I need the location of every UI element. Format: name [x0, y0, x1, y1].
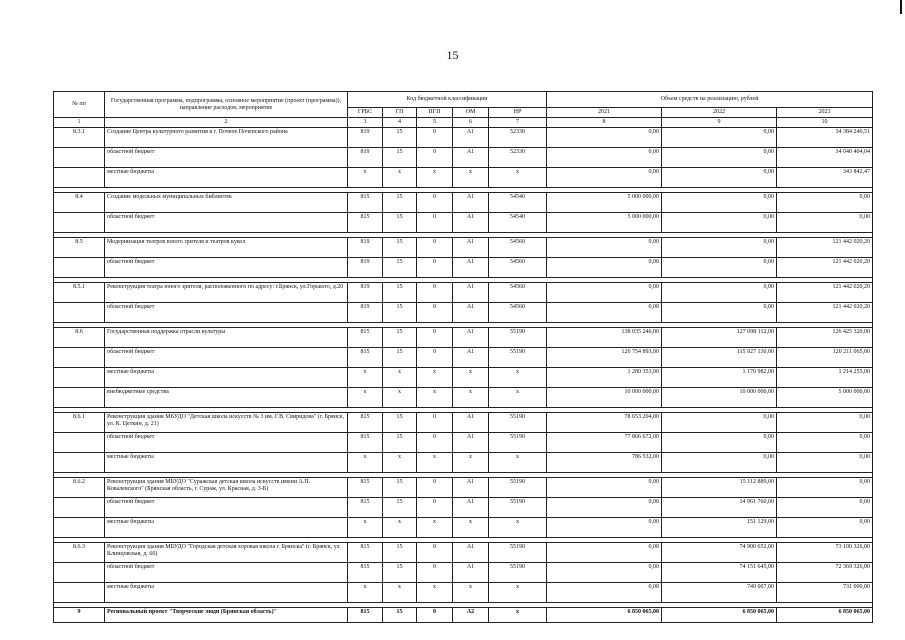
- column-index: 10: [777, 118, 873, 128]
- cell-nr: 55190: [489, 477, 547, 497]
- cell-amount-2021: 0,00: [547, 237, 662, 257]
- row-number: [54, 147, 105, 167]
- cell-om: A1: [453, 212, 489, 232]
- cell-amount-2022: 127 098 112,00: [662, 327, 777, 347]
- budget-table: [53, 91, 873, 623]
- cell-grbs: 815: [348, 412, 383, 432]
- table-row: [54, 562, 873, 582]
- cell-nr: 55190: [489, 562, 547, 582]
- cell-om: A1: [453, 497, 489, 517]
- cell-grbs: 815: [348, 432, 383, 452]
- row-number: 8.5: [54, 237, 105, 257]
- cell-om: A1: [453, 127, 489, 147]
- cell-amount-2022: 10 000 000,00: [662, 387, 777, 407]
- row-name: Реконструкция здания МБУДО "Городская детская хоровая школа г. Брянска" (г. Брянск, ул. Клинцовская, д. 60): [105, 542, 348, 562]
- cell-gp: 15: [383, 192, 417, 212]
- column-index: 6: [453, 118, 489, 128]
- cell-om: x: [453, 167, 489, 187]
- cell-grbs: 819: [348, 302, 383, 322]
- row-number: 9: [54, 607, 105, 622]
- row-number: 8.6.3: [54, 542, 105, 562]
- cell-om: x: [453, 367, 489, 387]
- cell-ppgp: 0: [417, 147, 453, 167]
- cell-grbs: 819: [348, 257, 383, 277]
- row-name: Создание модельных муниципальных библиотек: [105, 192, 348, 212]
- cell-amount-2023: 121 442 020,20: [777, 282, 873, 302]
- cell-grbs: 815: [348, 542, 383, 562]
- row-name: местные бюджеты: [105, 367, 348, 387]
- cell-gp: 15: [383, 497, 417, 517]
- column-index-row: [54, 118, 873, 128]
- cell-gp: 15: [383, 607, 417, 622]
- cell-grbs: x: [348, 517, 383, 537]
- cell-ppgp: 0: [417, 127, 453, 147]
- cell-gp: x: [383, 367, 417, 387]
- cell-amount-2021: 0,00: [547, 302, 662, 322]
- cell-amount-2023: 126 425 320,00: [777, 327, 873, 347]
- cell-amount-2022: 0,00: [662, 432, 777, 452]
- table-row: [54, 282, 873, 302]
- row-number: [54, 212, 105, 232]
- cell-amount-2023: 731 000,00: [777, 582, 873, 602]
- cell-amount-2021: 138 035 246,00: [547, 327, 662, 347]
- cell-nr: x: [489, 387, 547, 407]
- table-row: [54, 517, 873, 537]
- cell-amount-2022: 0,00: [662, 452, 777, 472]
- table-row: [54, 497, 873, 517]
- cell-amount-2021: 78 653 204,00: [547, 412, 662, 432]
- cell-nr: 54540: [489, 212, 547, 232]
- cell-amount-2022: 0,00: [662, 257, 777, 277]
- cell-amount-2023: 0,00: [777, 452, 873, 472]
- cell-amount-2021: 77 866 672,00: [547, 432, 662, 452]
- column-index: 8: [547, 118, 662, 128]
- cell-amount-2021: 0,00: [547, 497, 662, 517]
- header-gp: ГП: [383, 108, 417, 118]
- header-kbk-group: Код бюджетной классификации: [348, 92, 547, 108]
- cell-amount-2023: 5 000 000,00: [777, 387, 873, 407]
- row-name: областной бюджет: [105, 212, 348, 232]
- table-row: [54, 327, 873, 347]
- cell-amount-2022: 749 007,00: [662, 582, 777, 602]
- table-row: [54, 367, 873, 387]
- row-number: [54, 497, 105, 517]
- cell-ppgp: x: [417, 387, 453, 407]
- cell-gp: 15: [383, 412, 417, 432]
- column-index: 2: [105, 118, 348, 128]
- cell-amount-2022: 0,00: [662, 212, 777, 232]
- header-om: ОМ: [453, 108, 489, 118]
- cell-ppgp: 0: [417, 282, 453, 302]
- cell-grbs: x: [348, 387, 383, 407]
- cell-amount-2023: 1 214 255,00: [777, 367, 873, 387]
- cell-amount-2023: 0,00: [777, 192, 873, 212]
- column-index: 4: [383, 118, 417, 128]
- column-index: 5: [417, 118, 453, 128]
- cell-nr: 55190: [489, 412, 547, 432]
- cell-nr: 55190: [489, 347, 547, 367]
- header-nr: НР: [489, 108, 547, 118]
- cell-amount-2022: 0,00: [662, 302, 777, 322]
- cell-amount-2021: 5 000 000,00: [547, 192, 662, 212]
- cell-amount-2023: 0,00: [777, 412, 873, 432]
- table-row: [54, 237, 873, 257]
- cell-ppgp: 0: [417, 412, 453, 432]
- cell-gp: x: [383, 582, 417, 602]
- cell-amount-2022: 0,00: [662, 127, 777, 147]
- cell-gp: 15: [383, 302, 417, 322]
- cell-om: A1: [453, 412, 489, 432]
- cell-nr: x: [489, 582, 547, 602]
- cell-gp: 15: [383, 257, 417, 277]
- cell-amount-2021: 0,00: [547, 147, 662, 167]
- cell-gp: 15: [383, 282, 417, 302]
- cell-nr: x: [489, 367, 547, 387]
- cell-ppgp: 0: [417, 542, 453, 562]
- cell-ppgp: x: [417, 167, 453, 187]
- cell-gp: 15: [383, 562, 417, 582]
- row-number: 8.6.2: [54, 477, 105, 497]
- column-index: 3: [348, 118, 383, 128]
- cell-gp: 15: [383, 347, 417, 367]
- cell-amount-2023: 121 442 020,20: [777, 302, 873, 322]
- table-row: [54, 542, 873, 562]
- cell-grbs: 819: [348, 147, 383, 167]
- row-number: [54, 562, 105, 582]
- table-row: [54, 302, 873, 322]
- cell-grbs: 815: [348, 477, 383, 497]
- cell-gp: 15: [383, 212, 417, 232]
- row-number: [54, 387, 105, 407]
- row-name: Модернизация театров юного зрителя и театров кукол: [105, 237, 348, 257]
- cell-amount-2022: 0,00: [662, 412, 777, 432]
- cell-ppgp: x: [417, 452, 453, 472]
- row-number: 8.6: [54, 327, 105, 347]
- row-number: [54, 257, 105, 277]
- cell-amount-2023: 0,00: [777, 432, 873, 452]
- cell-ppgp: 0: [417, 347, 453, 367]
- cell-nr: 55190: [489, 432, 547, 452]
- row-number: [54, 347, 105, 367]
- cell-grbs: x: [348, 167, 383, 187]
- row-name: внебюджетные средства: [105, 387, 348, 407]
- cell-amount-2021: 786 532,00: [547, 452, 662, 472]
- row-name: Региональный проект "Творческие люди (Брянская область)": [105, 607, 348, 622]
- row-name: местные бюджеты: [105, 582, 348, 602]
- row-number: [54, 367, 105, 387]
- cell-nr: 54560: [489, 282, 547, 302]
- cell-nr: 54560: [489, 302, 547, 322]
- cell-amount-2023: 0,00: [777, 497, 873, 517]
- cell-amount-2023: 0,00: [777, 212, 873, 232]
- cell-gp: x: [383, 167, 417, 187]
- cell-nr: 54560: [489, 257, 547, 277]
- page-edge-mark: [900, 0, 902, 14]
- cell-om: x: [453, 582, 489, 602]
- page-number: 15: [446, 48, 459, 62]
- cell-nr: 55190: [489, 497, 547, 517]
- row-number: [54, 452, 105, 472]
- cell-ppgp: 0: [417, 432, 453, 452]
- column-index: 1: [54, 118, 105, 128]
- cell-amount-2021: 1 280 353,00: [547, 367, 662, 387]
- header-2023: 2023: [777, 108, 873, 118]
- cell-gp: x: [383, 387, 417, 407]
- cell-om: A1: [453, 347, 489, 367]
- row-number: [54, 582, 105, 602]
- cell-nr: x: [489, 452, 547, 472]
- column-index: 9: [662, 118, 777, 128]
- row-name: областной бюджет: [105, 497, 348, 517]
- table-row: [54, 192, 873, 212]
- table-row: [54, 387, 873, 407]
- cell-amount-2023: 120 211 065,00: [777, 347, 873, 367]
- column-index: 7: [489, 118, 547, 128]
- cell-nr: x: [489, 607, 547, 622]
- cell-ppgp: x: [417, 517, 453, 537]
- cell-amount-2022: 14 961 760,00: [662, 497, 777, 517]
- cell-om: A1: [453, 327, 489, 347]
- cell-ppgp: 0: [417, 562, 453, 582]
- cell-om: A1: [453, 237, 489, 257]
- cell-om: A1: [453, 147, 489, 167]
- cell-ppgp: 0: [417, 302, 453, 322]
- cell-ppgp: 0: [417, 497, 453, 517]
- cell-nr: 54540: [489, 192, 547, 212]
- row-name: областной бюджет: [105, 257, 348, 277]
- header-name: Государственная программа, подпрограмма, основное мероприятие (проект (программа)), направление расходов, мероприятие: [105, 92, 348, 118]
- cell-amount-2021: 0,00: [547, 282, 662, 302]
- cell-ppgp: 0: [417, 237, 453, 257]
- cell-grbs: 815: [348, 212, 383, 232]
- table-row: [54, 412, 873, 432]
- row-name: местные бюджеты: [105, 517, 348, 537]
- cell-amount-2021: 6 850 065,00: [547, 607, 662, 622]
- cell-gp: 15: [383, 327, 417, 347]
- cell-gp: 15: [383, 127, 417, 147]
- cell-amount-2021: 0,00: [547, 517, 662, 537]
- cell-grbs: x: [348, 582, 383, 602]
- cell-om: x: [453, 387, 489, 407]
- table-row: [54, 212, 873, 232]
- table-row: [54, 477, 873, 497]
- cell-ppgp: 0: [417, 257, 453, 277]
- row-number: 8.6.1: [54, 412, 105, 432]
- cell-amount-2022: 0,00: [662, 282, 777, 302]
- cell-om: A1: [453, 282, 489, 302]
- cell-amount-2023: 34 384 246,51: [777, 127, 873, 147]
- row-name: Реконструкция здания МБУДО "Детская школа искусств № 3 им. Г.В. Свиридова" (г. Брянск, ул. К. Цеткин, д. 21): [105, 412, 348, 432]
- cell-gp: 15: [383, 147, 417, 167]
- cell-amount-2023: 6 850 065,00: [777, 607, 873, 622]
- row-number: 8.4: [54, 192, 105, 212]
- cell-amount-2021: 5 000 000,00: [547, 212, 662, 232]
- row-number: [54, 432, 105, 452]
- cell-ppgp: x: [417, 582, 453, 602]
- cell-amount-2023: 34 040 404,04: [777, 147, 873, 167]
- cell-amount-2021: 0,00: [547, 257, 662, 277]
- cell-amount-2022: 115 927 130,00: [662, 347, 777, 367]
- cell-amount-2022: 74 151 645,00: [662, 562, 777, 582]
- cell-ppgp: 0: [417, 607, 453, 622]
- row-name: областной бюджет: [105, 432, 348, 452]
- header-2022: 2022: [662, 108, 777, 118]
- row-name: Создание Центра культурного развития в г. Почепе Почепского района: [105, 127, 348, 147]
- row-name: Государственная поддержка отрасли культуры: [105, 327, 348, 347]
- table-row: [54, 452, 873, 472]
- header-amount-group: Объем средств на реализацию, рублей: [547, 92, 873, 108]
- cell-gp: x: [383, 452, 417, 472]
- header-ppgp: ПГП: [417, 108, 453, 118]
- cell-om: A1: [453, 562, 489, 582]
- cell-grbs: 815: [348, 562, 383, 582]
- row-number: 8.3.1: [54, 127, 105, 147]
- cell-amount-2022: 151 129,00: [662, 517, 777, 537]
- row-number: [54, 167, 105, 187]
- cell-nr: 54560: [489, 237, 547, 257]
- cell-grbs: 815: [348, 192, 383, 212]
- row-number: [54, 517, 105, 537]
- cell-amount-2022: 0,00: [662, 167, 777, 187]
- cell-nr: 55190: [489, 542, 547, 562]
- cell-amount-2022: 1 170 982,00: [662, 367, 777, 387]
- cell-amount-2022: 0,00: [662, 147, 777, 167]
- row-name: областной бюджет: [105, 562, 348, 582]
- cell-amount-2021: 126 754 893,00: [547, 347, 662, 367]
- cell-amount-2022: 0,00: [662, 237, 777, 257]
- table-row: [54, 167, 873, 187]
- cell-grbs: 815: [348, 607, 383, 622]
- cell-grbs: 815: [348, 327, 383, 347]
- cell-gp: x: [383, 517, 417, 537]
- cell-nr: 52330: [489, 147, 547, 167]
- row-number: [54, 302, 105, 322]
- cell-om: A1: [453, 432, 489, 452]
- cell-ppgp: 0: [417, 477, 453, 497]
- cell-om: A1: [453, 477, 489, 497]
- cell-ppgp: 0: [417, 327, 453, 347]
- cell-gp: 15: [383, 237, 417, 257]
- table-row: [54, 432, 873, 452]
- table-row: [54, 147, 873, 167]
- cell-nr: 52330: [489, 127, 547, 147]
- cell-grbs: x: [348, 367, 383, 387]
- cell-amount-2021: 0,00: [547, 477, 662, 497]
- cell-amount-2023: 343 842,47: [777, 167, 873, 187]
- cell-grbs: 819: [348, 282, 383, 302]
- row-name: Реконструкция здания МБУДО "Суражская детская школа искусств имени А.П. Ковалевского" (Брянская область, г. Сураж, ул. Красная, д. 3-Б): [105, 477, 348, 497]
- cell-ppgp: 0: [417, 192, 453, 212]
- cell-gp: 15: [383, 477, 417, 497]
- cell-om: A1: [453, 257, 489, 277]
- row-name: местные бюджеты: [105, 452, 348, 472]
- cell-grbs: 815: [348, 497, 383, 517]
- table-row: [54, 582, 873, 602]
- cell-amount-2023: 121 442 020,20: [777, 257, 873, 277]
- cell-amount-2023: 72 369 326,00: [777, 562, 873, 582]
- cell-om: A2: [453, 607, 489, 622]
- cell-grbs: 819: [348, 127, 383, 147]
- table-row: [54, 347, 873, 367]
- cell-grbs: 815: [348, 347, 383, 367]
- cell-amount-2023: 0,00: [777, 477, 873, 497]
- cell-ppgp: 0: [417, 212, 453, 232]
- row-name: областной бюджет: [105, 302, 348, 322]
- cell-gp: 15: [383, 432, 417, 452]
- row-name: областной бюджет: [105, 147, 348, 167]
- cell-amount-2021: 0,00: [547, 582, 662, 602]
- cell-gp: 15: [383, 542, 417, 562]
- cell-amount-2021: 0,00: [547, 127, 662, 147]
- table-row: [54, 127, 873, 147]
- table-row: [54, 607, 873, 622]
- row-number: 8.5.1: [54, 282, 105, 302]
- cell-amount-2023: 121 442 020,20: [777, 237, 873, 257]
- cell-amount-2021: 0,00: [547, 542, 662, 562]
- row-name: местные бюджеты: [105, 167, 348, 187]
- cell-grbs: x: [348, 452, 383, 472]
- cell-amount-2022: 6 850 065,00: [662, 607, 777, 622]
- row-name: областной бюджет: [105, 347, 348, 367]
- cell-nr: x: [489, 167, 547, 187]
- cell-om: A1: [453, 302, 489, 322]
- cell-amount-2023: 0,00: [777, 517, 873, 537]
- header-grbs: ГРБС: [348, 108, 383, 118]
- cell-grbs: 819: [348, 237, 383, 257]
- cell-om: x: [453, 452, 489, 472]
- cell-ppgp: x: [417, 367, 453, 387]
- cell-amount-2022: 74 900 652,00: [662, 542, 777, 562]
- cell-nr: x: [489, 517, 547, 537]
- table-row: [54, 257, 873, 277]
- cell-amount-2021: 0,00: [547, 167, 662, 187]
- cell-om: x: [453, 517, 489, 537]
- cell-amount-2023: 73 100 326,00: [777, 542, 873, 562]
- cell-om: A1: [453, 192, 489, 212]
- cell-nr: 55190: [489, 327, 547, 347]
- row-name: Реконструкция театра юного зрителя, расположенного по адресу: г.Брянск, ул.Горького, д.20: [105, 282, 348, 302]
- cell-amount-2021: 10 000 000,00: [547, 387, 662, 407]
- cell-amount-2021: 0,00: [547, 562, 662, 582]
- cell-amount-2022: 15 112 889,00: [662, 477, 777, 497]
- header-num: № пп: [54, 92, 105, 118]
- header-2021: 2021: [547, 108, 662, 118]
- cell-om: A1: [453, 542, 489, 562]
- cell-amount-2022: 0,00: [662, 192, 777, 212]
